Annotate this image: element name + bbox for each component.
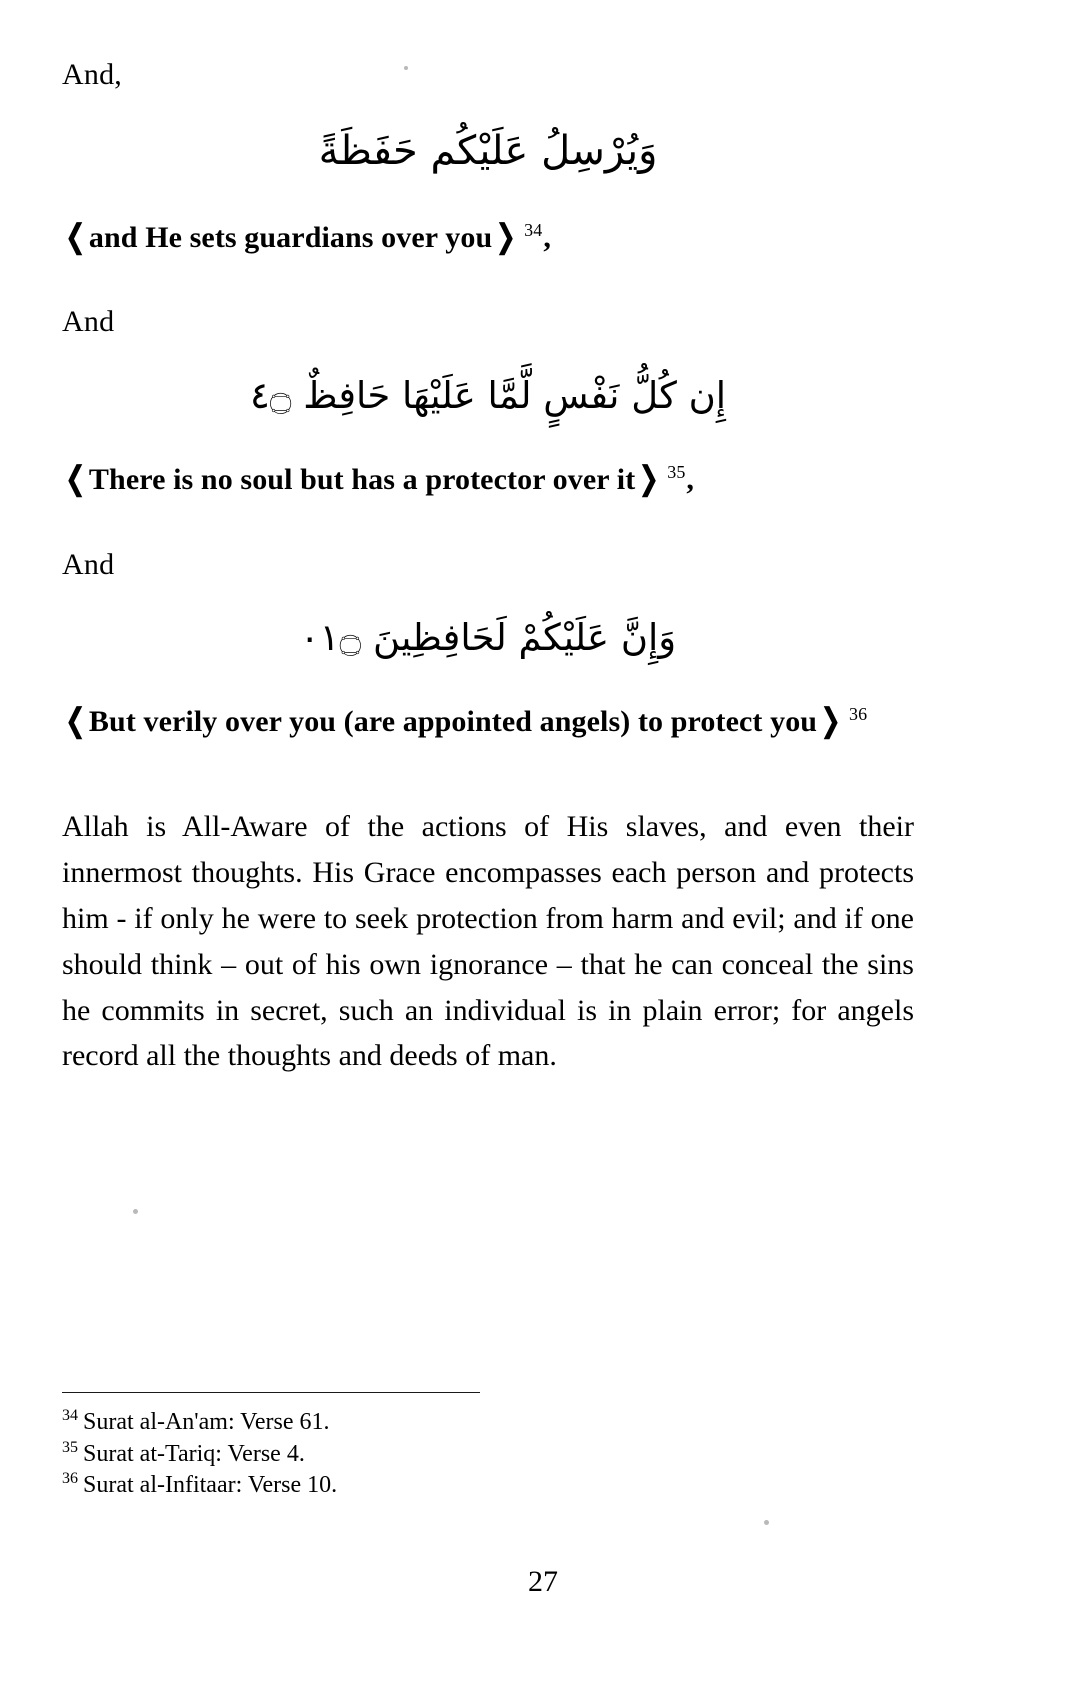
lead-in-text-3: And <box>62 547 115 581</box>
verse-translation-3 <box>62 700 914 742</box>
verse-translation-text-1: and He sets guardians over you <box>88 220 493 254</box>
footnote-marker-35: 35 <box>62 1438 78 1456</box>
footnote-reference-35[interactable]: 35 <box>667 461 686 482</box>
spacer <box>62 94 914 120</box>
spacer <box>62 257 914 303</box>
spacer <box>62 583 914 609</box>
body-paragraph: Allah is All-Aware of the actions of His slaves, and even their innermost thoughts. His Grace encompasses each person and protects him - if only he were to seek protection from harm and evil; and if one should think – out of his own ignorance – that he can conceal the sins he commits in secret, such an individual is in plain error; for angels record all the thoughts and deeds of man. <box>62 809 914 1073</box>
footnote-section <box>62 1392 914 1502</box>
footnote-item <box>62 1407 914 1439</box>
quote-bracket-close-icon: ❭ <box>492 216 520 255</box>
footnote-reference-36[interactable]: 36 <box>849 704 868 725</box>
verse-translation-text-3: But verily over you (are appointed angels) to protect you <box>88 705 818 739</box>
page-content <box>62 56 914 1079</box>
arabic-verse-2: إِن كُلُّ نَفْسٍ لَّمَّا عَلَيْهَا حَافِظٌ ۝٤ <box>249 373 727 417</box>
spacer <box>62 341 914 367</box>
quote-bracket-close-icon: ❭ <box>817 701 845 740</box>
page-number: 27 <box>528 1565 558 1598</box>
spacer <box>62 742 914 804</box>
arabic-verse-1: وَيُرْسِلُ عَلَيْكُم حَفَظَةً <box>318 127 658 174</box>
arabic-verse-3: وَإِنَّ عَلَيْكُمْ لَحَافِظِينَ ۝١٠ <box>299 616 677 660</box>
footnote-separator-rule <box>62 1392 480 1393</box>
scan-speck-artifact <box>404 66 408 70</box>
quote-bracket-open-icon: ❬ <box>62 216 89 255</box>
verse-translation-1 <box>62 216 914 258</box>
trailing-punctuation-1: , <box>543 220 551 254</box>
footnote-text-35: Surat at-Tariq: Verse 4. <box>83 1440 305 1467</box>
spacer <box>62 500 914 546</box>
spacer <box>62 666 914 700</box>
footnote-reference-34[interactable]: 34 <box>524 219 543 240</box>
verse-translation-2 <box>62 458 914 500</box>
scan-speck-artifact <box>133 1209 138 1214</box>
footnote-marker-36: 36 <box>62 1470 78 1488</box>
spacer <box>62 424 914 458</box>
footnote-text-36: Surat al-Infitaar: Verse 10. <box>83 1472 338 1499</box>
lead-in-text-2: And <box>62 305 115 339</box>
lead-in-text-1: And, <box>62 58 122 91</box>
footnote-text-34: Surat al-An'am: Verse 61. <box>83 1409 330 1435</box>
quote-bracket-open-icon: ❬ <box>62 458 89 497</box>
footnote-item <box>62 1439 914 1471</box>
footnote-marker-34: 34 <box>62 1407 78 1424</box>
quote-bracket-open-icon: ❬ <box>62 701 89 740</box>
quote-bracket-close-icon: ❭ <box>635 458 663 497</box>
trailing-punctuation-2: , <box>686 462 695 496</box>
scan-speck-artifact <box>764 1520 769 1525</box>
footnote-item <box>62 1470 914 1502</box>
verse-translation-text-2: There is no soul but has a protector over it <box>88 462 636 496</box>
spacer <box>62 182 914 216</box>
